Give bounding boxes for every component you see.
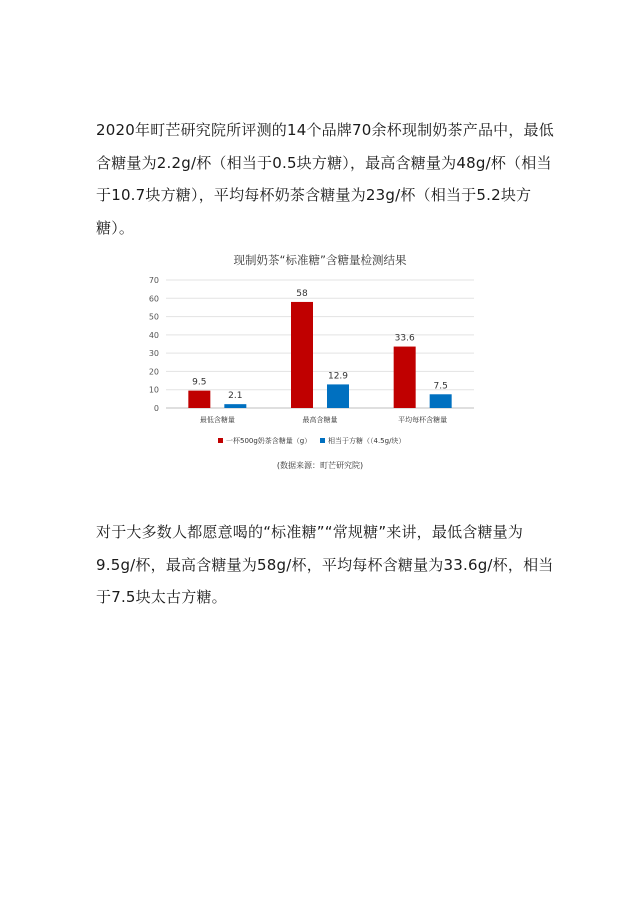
intro-paragraph: 2020年町芒研究院所评测的14个品牌70余杯现制奶茶产品中，最低含糖量为2.2g/杯（相当于0.5块方糖），最高含糖量为48g/杯（相当于10.7块方糖），平均每杯奶茶含糖量为23g/杯（相当于5.2块方糖）。	[96, 121, 554, 237]
x-tick-label: 最低含糖量	[199, 416, 235, 424]
bar	[430, 394, 452, 408]
bar	[188, 391, 210, 408]
y-tick-label: 50	[148, 312, 159, 322]
y-tick-label: 60	[148, 294, 159, 304]
y-tick-label: 30	[148, 349, 159, 359]
data-label: 9.5	[192, 377, 207, 388]
legend-label: 相当于方糖（（4.5g/块）	[328, 437, 406, 445]
y-tick-label: 10	[148, 385, 159, 395]
detail-paragraph: 对于大多数人都愿意喝的“标准糖”“常规糖”来讲，最低含糖量为9.5g/杯，最高含糖量为58g/杯，平均每杯含糖量为33.6g/杯，相当于7.5块太古方糖。	[96, 523, 554, 606]
chart-title: 现制奶茶“标准糖”含糖量检测结果	[233, 253, 407, 267]
bar	[291, 302, 313, 408]
data-label: 7.5	[433, 381, 448, 392]
y-tick-label: 40	[148, 330, 159, 340]
bar	[394, 347, 416, 408]
legend-label: 一杯500g奶茶含糖量（g）	[226, 437, 312, 445]
data-label: 12.9	[327, 371, 349, 382]
bar	[224, 404, 246, 408]
data-label: 33.6	[394, 333, 415, 344]
x-tick-label: 最高含糖量	[302, 416, 338, 424]
sugar-chart	[140, 244, 500, 479]
chart-plot	[140, 244, 500, 479]
legend-swatch	[320, 438, 325, 443]
chart-source: (数据来源：町芒研究院)	[276, 461, 364, 470]
legend-swatch	[218, 438, 223, 443]
y-tick-label: 20	[148, 367, 159, 377]
bar	[327, 384, 349, 408]
data-label: 58	[296, 288, 308, 299]
y-tick-label: 0	[153, 404, 159, 413]
data-label: 2.1	[228, 391, 243, 402]
x-tick-label: 平均每杯含糖量	[398, 416, 448, 424]
y-tick-label: 70	[148, 276, 159, 285]
